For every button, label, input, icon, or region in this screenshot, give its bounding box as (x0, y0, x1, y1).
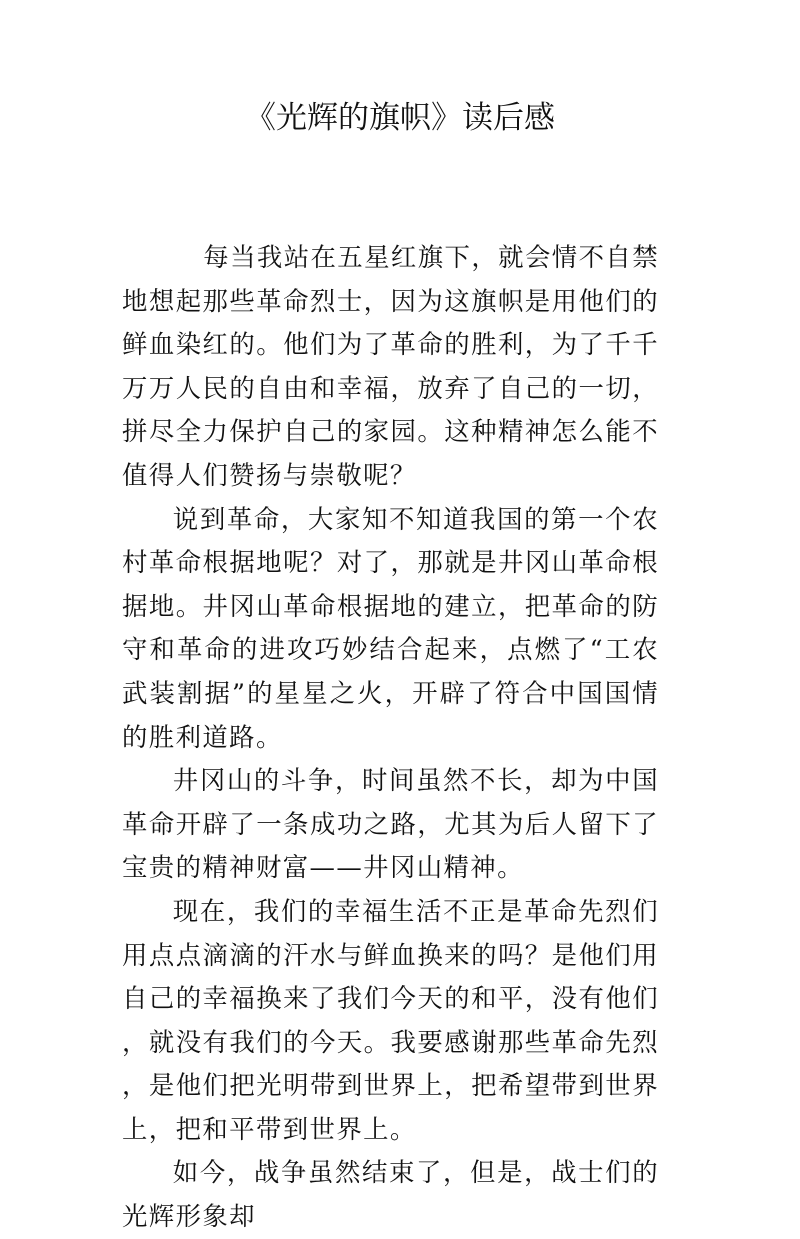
document-title: 《光辉的旗帜》读后感 (245, 100, 555, 136)
paragraph-4: 现在，我们的幸福生活不正是革命先烈们用点点滴滴的汗水与鲜血换来的吗？是他们用自己的幸福换来了我们今天的和平，没有他们，就没有我们的今天。我要感谢那些革命先烈，是他们把光明带到世界上，把希望带到世界上，把和平带到世界上。 (122, 895, 659, 1144)
paragraph-3: 井冈山的斗争，时间虽然不长，却为中国革命开辟了一条成功之路，尤其为后人留下了宝贵的精神财富——井冈山精神。 (122, 765, 659, 883)
paragraph-1: 每当我站在五星红旗下，就会情不自禁地想起那些革命烈士，因为这旗帜是用他们的鲜血染红的。他们为了革命的胜利，为了千千万万人民的自由和幸福，放弃了自己的一切，拼尽全力保护自己的家园。这种精神怎么能不值得人们赞扬与崇敬呢？ (122, 242, 659, 490)
paragraph-5: 如今，战争虽然结束了，但是，战士们的光辉形象却 (122, 1157, 659, 1232)
document-body (122, 236, 659, 1239)
paragraph-2: 说到革命，大家知不知道我国的第一个农村革命根据地呢？对了，那就是井冈山革命根据地。井冈山革命根据地的建立，把革命的防守和革命的进攻巧妙结合起来，点燃了“工农武装割据”的星星之火，开辟了符合中国国情的胜利道路。 (122, 503, 659, 752)
